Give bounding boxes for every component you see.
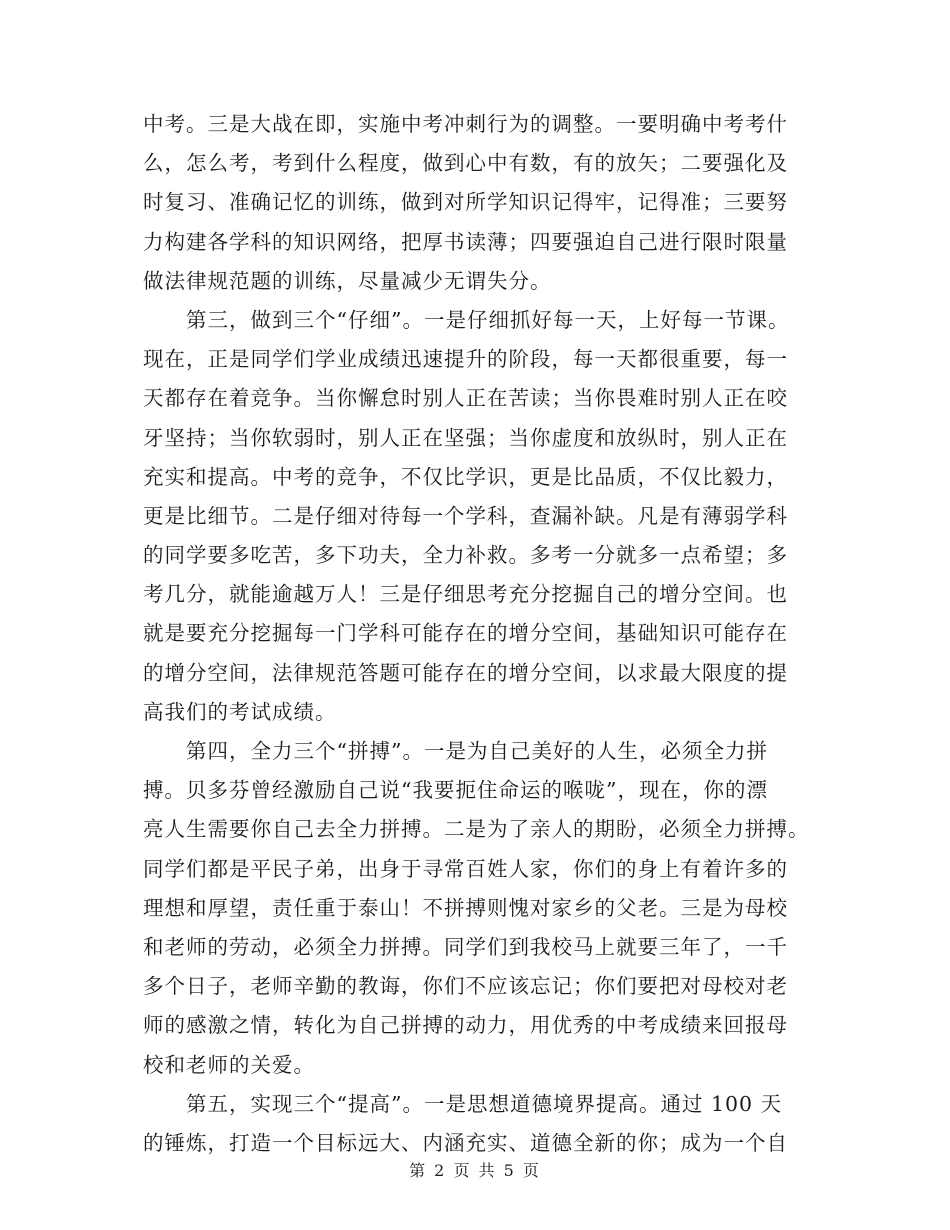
text-line: 同学们都是平民子弟，出身于寻常百姓人家，你们的身上有着许多的 — [143, 856, 788, 881]
text-line: 更是比细节。二是仔细对待每一个学科，查漏补缺。凡是有薄弱学科 — [143, 503, 788, 528]
text-line: 做法律规范题的训练，尽量减少无谓失分。 — [143, 268, 552, 293]
text-line: 的锤炼，打造一个目标远大、内涵充实、道德全新的你；成为一个自 — [143, 1130, 788, 1155]
text-line: 力构建各学科的知识网络，把厚书读薄；四要强迫自己进行限时限量 — [143, 229, 788, 254]
text-line: 的增分空间，法律规范答题可能存在的增分空间，以求最大限度的提 — [143, 660, 788, 685]
text-line: 师的感激之情，转化为自己拼搏的动力，用优秀的中考成绩来回报母 — [143, 1013, 788, 1038]
text-line: 牙坚持；当你软弱时，别人正在坚强；当你虚度和放纵时，别人正在 — [143, 425, 788, 450]
text-line: 现在，正是同学们学业成绩迅速提升的阶段，每一天都很重要，每一 — [143, 347, 788, 372]
text-line: 就是要充分挖掘每一门学科可能存在的增分空间，基础知识可能存在 — [143, 621, 788, 646]
text-line: 第五，实现三个“提高”。一是思想道德境界提高。通过 100 天 — [143, 1091, 783, 1116]
body-text — [143, 105, 823, 1163]
text-line: 高我们的考试成绩。 — [143, 699, 337, 724]
text-line: 多个日子，老师辛勤的教诲，你们不应该忘记；你们要把对母校对老 — [143, 974, 788, 999]
text-line: 么，怎么考，考到什么程度，做到心中有数，有的放矢；二要强化及 — [143, 151, 788, 176]
text-line: 时复习、准确记忆的训练，做到对所学知识记得牢，记得准；三要努 — [143, 190, 788, 215]
text-line: 亮人生需要你自己去全力拼搏。二是为了亲人的期盼，必须全力拼搏。 — [143, 817, 810, 842]
text-line: 搏。贝多芬曾经激励自己说“我要扼住命运的喉咙”，现在，你的漂 — [143, 778, 768, 803]
text-line: 第三，做到三个“仔细”。一是仔细抓好每一天，上好每一节课。 — [143, 307, 790, 332]
page-footer: 第 2 页 共 5 页 — [409, 1161, 541, 1180]
text-line: 考几分，就能逾越万人！三是仔细思考充分挖掘自己的增分空间。也 — [143, 582, 788, 607]
text-line: 的同学要多吃苦，多下功夫，全力补救。多考一分就多一点希望；多 — [143, 543, 788, 568]
text-line: 校和老师的关爱。 — [143, 1052, 315, 1077]
text-line: 和老师的劳动，必须全力拼搏。同学们到我校马上就要三年了，一千 — [143, 934, 788, 959]
text-line: 天都存在着竞争。当你懈怠时别人正在苦读；当你畏难时别人正在咬 — [143, 386, 788, 411]
text-line: 充实和提高。中考的竞争，不仅比学识，更是比品质，不仅比毅力， — [143, 464, 788, 489]
text-line: 第四，全力三个“拼搏”。一是为自己美好的人生，必须全力拼 — [143, 739, 768, 763]
text-line: 中考。三是大战在即，实施中考冲刺行为的调整。一要明确中考考什 — [143, 112, 788, 136]
text-line: 理想和厚望，责任重于泰山！不拼搏则愧对家乡的父老。三是为母校 — [143, 895, 788, 920]
